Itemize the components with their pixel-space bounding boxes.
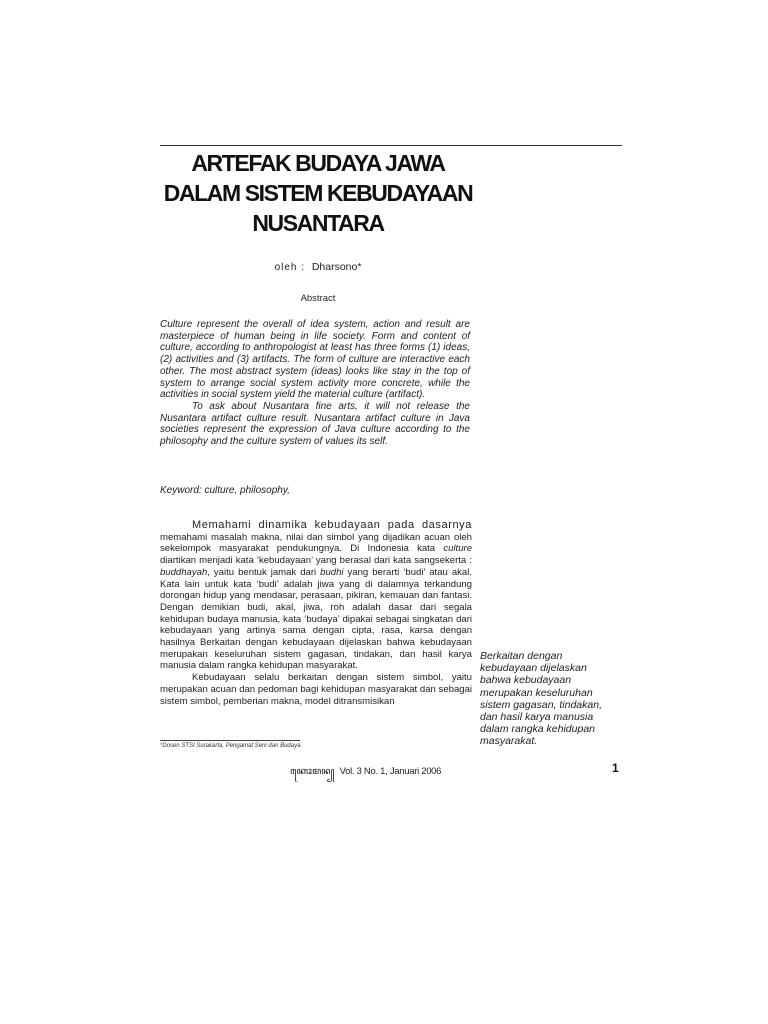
footnote: *Dosen STSI Surakarta, Pengamat Seni dan Budaya. (160, 743, 303, 749)
abstract-paragraph-1: Culture represent the overall of idea system, action and result are masterpiece of human being in life society. Form and content of culture, according to anthropologist at least has three forms (1) ideas, (2) activities and (3) artifacts. The form of culture are interactive each other. The most abstract system (ideas) looks like stay in the top of system to arrange social system activity more concrete, while the activities in social system yield the material culture (artifact). (160, 319, 470, 401)
body-text-run: diartikan menjadi kata ‘kebudayaan’ yang berasal dari kata sangsekerta : (160, 555, 472, 567)
lead-in: Memahami dinamika kebudayaan pada dasarnya (192, 519, 472, 531)
body-paragraph-1 (160, 520, 472, 672)
footnote-rule (160, 740, 300, 741)
abstract-heading: Abstract (300, 293, 336, 304)
term-culture: culture (443, 543, 472, 555)
author-name: Dharsono* (311, 261, 362, 273)
keywords: Keyword: culture, philosophy, (160, 485, 290, 496)
title-line-2: DALAM SISTEM KEBUDAYAAN (163, 180, 473, 206)
journal-logo: ꦏꦺꦴꦩꦤ꧀ (290, 766, 335, 777)
abstract-paragraph-2: To ask about Nusantara fine arts, it will not release the Nusantara artifact culture result. Nusantara artifact culture in Java societies represent the expression of Java culture according to the philosophy and the culture system of values its self. (160, 400, 470, 448)
page-footer (290, 763, 480, 783)
term-buddhayah: buddhayah (160, 566, 208, 578)
body-text-run: yang berarti ‘budi’ atau akal. Kata lain untuk kata ‘budi’ adalah jiwa yang di dalamnya terkandung dorongan hidup yang mendasar, perasaan, pikiran, kemauan dan fantasi. Dengan demikian budi, akal, jiwa, roh adalah dasar dari segala kehidupan budaya manusia, kata ‘budaya’ dipakai sebagai singkatan dari kebudayaan yang artinya sama dengan cipta, rasa, karsa dengan hasilnya Berkaitan dengan kebudayaan dijelaskan bahwa kebudayaan merupakan keseluruhan sistem gagasan, tindakan, dan hasil karya manusia dalam rangka kehidupan masyarakat. (160, 566, 472, 672)
header-rule (160, 145, 622, 146)
body-text-run: memahami masalah makna, nilai dan simbol yang dijadikan acuan oleh sekelompok masyarakat pendukungnya. Di Indonesia kata (160, 531, 472, 555)
body-text (160, 520, 472, 707)
term-budhi: budhi (320, 566, 344, 578)
byline-label: oleh : (274, 262, 306, 273)
abstract-text (160, 319, 470, 448)
article-title (160, 148, 476, 238)
title-line-1: ARTEFAK BUDAYA JAWA (191, 150, 445, 176)
byline (160, 261, 476, 273)
volume-info: Vol. 3 No. 1, Januari 2006 (339, 766, 442, 777)
body-text-run: , yaitu bentuk jamak dari (207, 566, 321, 578)
body-paragraph-2: Kebudayaan selalu berkaitan dengan sistem simbol, yaitu merupakan acuan dan pedoman bagi kehidupan masyarakat dan sebagai sistem simbol, pemberian makna, model ditransmisikan (160, 672, 472, 707)
pull-quote: Berkaitan dengan kebudayaan dijelaskan bahwa kebudayaan merupakan keseluruhan sistem gagasan, tindakan, dan hasil karya manusia dalam rangka kehidupan masyarakat. (480, 650, 602, 748)
page-number: 1 (612, 761, 619, 775)
title-line-3: NUSANTARA (252, 210, 384, 236)
